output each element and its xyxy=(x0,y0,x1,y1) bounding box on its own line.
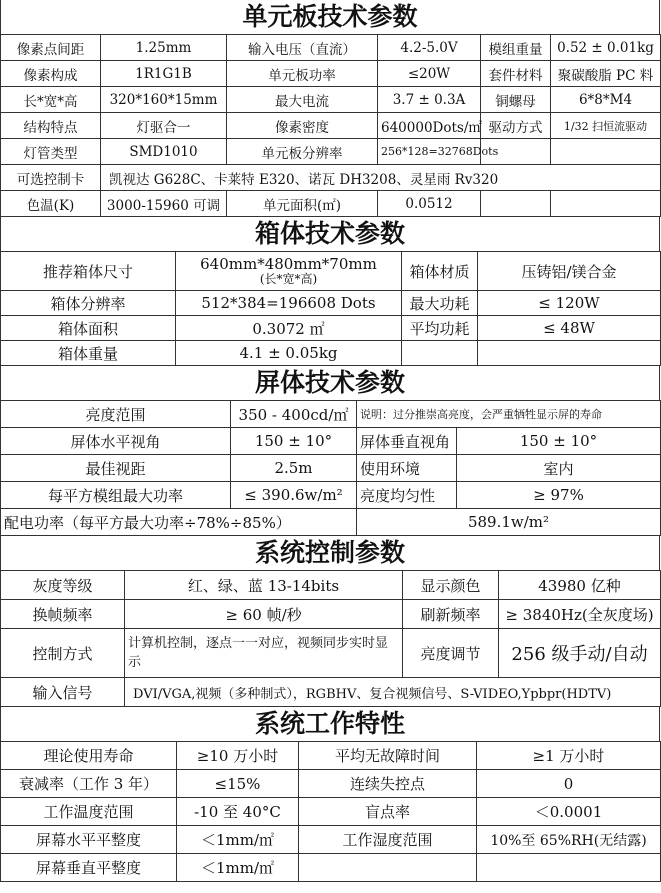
cell: 平均无故障时间 xyxy=(299,742,477,770)
cell: SMD1010 xyxy=(101,139,227,165)
working-table xyxy=(0,741,661,882)
color-temp-label: 色温(K) xyxy=(1,191,101,217)
cell: 理论使用寿命 xyxy=(1,742,177,770)
cabinet-weight-value: 4.1 ± 0.05kg xyxy=(176,341,402,366)
cabinet-material-value: 压铸铝/镁合金 xyxy=(478,252,661,291)
cell: 单元板分辨率 xyxy=(227,139,378,165)
uniformity-label: 亮度均匀性 xyxy=(357,482,457,509)
cell: 灯管类型 xyxy=(1,139,101,165)
cell: 1.25mm xyxy=(101,35,227,61)
table-row xyxy=(1,35,661,61)
cell xyxy=(299,854,477,882)
cell xyxy=(402,341,478,366)
unit-board-table xyxy=(0,34,661,217)
control-card-value: 凯视达 G628C、卡莱特 E320、诺瓦 DH3208、灵星雨 Rv320 xyxy=(101,165,661,191)
dist-power-label: 配电功率（每平方最大功率÷78%÷85%） xyxy=(1,509,357,536)
cell: 640000Dots/㎡ xyxy=(378,113,481,139)
control-table xyxy=(0,570,661,707)
cell: ＜0.0001 xyxy=(477,798,661,826)
distance-value: 2.5m xyxy=(231,455,357,482)
table-row xyxy=(1,798,661,826)
section-title-working: 系统工作特性 xyxy=(0,707,660,741)
cell: 单元板功率 xyxy=(227,61,378,87)
brightness-value: 350 - 400cd/㎡ xyxy=(231,401,357,428)
cell: 结构特点 xyxy=(1,113,101,139)
table-row xyxy=(1,455,661,482)
table-row xyxy=(1,139,661,165)
refresh-rate-label: 刷新频率 xyxy=(403,600,499,629)
cabinet-area-label: 箱体面积 xyxy=(1,316,176,341)
brightness-note: 说明：过分推崇高亮度，会严重牺牲显示屏的寿命 xyxy=(357,401,661,428)
cell: 256*128=32768Dots xyxy=(378,139,481,165)
input-signal-label: 输入信号 xyxy=(1,678,125,707)
table-row xyxy=(1,770,661,798)
table-row xyxy=(1,482,661,509)
cell: ＜1mm/㎡ xyxy=(177,854,299,882)
color-temp-value: 3000-15960 可调 xyxy=(101,191,227,217)
cell: 1/32 扫恒流驱动 xyxy=(551,113,661,139)
control-mode-value: 计算机控制，逐点一一对应，视频同步实时显示 xyxy=(125,629,403,678)
cell xyxy=(478,341,661,366)
cabinet-size-main: 640mm*480mm*70mm xyxy=(200,255,377,273)
cabinet-size-sub: (长*宽*高) xyxy=(259,272,318,286)
control-mode-label: 控制方式 xyxy=(1,629,125,678)
cell: 输入电压（直流） xyxy=(227,35,378,61)
gray-label: 灰度等级 xyxy=(1,571,125,600)
table-row xyxy=(1,61,661,87)
section-title-screen: 屏体技术参数 xyxy=(0,366,660,400)
cell: 像素密度 xyxy=(227,113,378,139)
table-row xyxy=(1,252,661,291)
table-row xyxy=(1,165,661,191)
max-power-per-sqm-value: ≤ 390.6w/m² xyxy=(231,482,357,509)
cell: 0.52 ± 0.01kg xyxy=(551,35,661,61)
env-label: 使用环境 xyxy=(357,455,457,482)
cell: 连续失控点 xyxy=(299,770,477,798)
table-row xyxy=(1,316,661,341)
v-view-value: 150 ± 10° xyxy=(457,428,661,455)
avg-power-value: ≤ 48W xyxy=(478,316,661,341)
table-row xyxy=(1,401,661,428)
frame-rate-label: 换帧频率 xyxy=(1,600,125,629)
cabinet-weight-label: 箱体重量 xyxy=(1,341,176,366)
max-power-value: ≤ 120W xyxy=(478,291,661,316)
cabinet-table xyxy=(0,251,661,366)
cell xyxy=(481,191,551,217)
display-color-value: 43980 亿种 xyxy=(499,571,661,600)
h-view-value: 150 ± 10° xyxy=(231,428,357,455)
cell: 4.2-5.0V xyxy=(378,35,481,61)
cell: 6*8*M4 xyxy=(551,87,661,113)
table-row xyxy=(1,509,661,536)
table-row xyxy=(1,826,661,854)
cell: ≤15% xyxy=(177,770,299,798)
gray-value: 红、绿、蓝 13-14bits xyxy=(125,571,403,600)
cell: 驱动方式 xyxy=(481,113,551,139)
unit-area-label: 单元面积(㎡) xyxy=(227,191,378,217)
cell: 3.7 ± 0.3A xyxy=(378,87,481,113)
cell: 盲点率 xyxy=(299,798,477,826)
max-power-per-sqm-label: 每平方模组最大功率 xyxy=(1,482,231,509)
cell: 屏幕垂直平整度 xyxy=(1,854,177,882)
cell: 屏幕水平平整度 xyxy=(1,826,177,854)
cabinet-res-label: 箱体分辨率 xyxy=(1,291,176,316)
cabinet-res-value: 512*384=196608 Dots xyxy=(176,291,402,316)
table-row xyxy=(1,113,661,139)
cabinet-material-label: 箱体材质 xyxy=(402,252,478,291)
cell: ≥10 万小时 xyxy=(177,742,299,770)
h-view-label: 屏体水平视角 xyxy=(1,428,231,455)
table-row xyxy=(1,341,661,366)
brightness-label: 亮度范围 xyxy=(1,401,231,428)
table-row xyxy=(1,629,661,678)
env-value: 室内 xyxy=(457,455,661,482)
table-row xyxy=(1,191,661,217)
cell: 铜螺母 xyxy=(481,87,551,113)
cell: 0 xyxy=(477,770,661,798)
brightness-adjust-label: 亮度调节 xyxy=(403,629,499,678)
brightness-adjust-value: 256 级手动/自动 xyxy=(499,629,661,678)
dist-power-value: 589.1w/m² xyxy=(357,509,661,536)
table-row xyxy=(1,87,661,113)
cell: 长*宽*高 xyxy=(1,87,101,113)
display-color-label: 显示颜色 xyxy=(403,571,499,600)
table-row xyxy=(1,600,661,629)
cell: 像素构成 xyxy=(1,61,101,87)
distance-label: 最佳视距 xyxy=(1,455,231,482)
cell xyxy=(551,191,661,217)
screen-table xyxy=(0,400,661,536)
cell xyxy=(477,854,661,882)
cell: 模组重量 xyxy=(481,35,551,61)
control-card-label: 可选控制卡 xyxy=(1,165,101,191)
unit-area-value: 0.0512 xyxy=(378,191,481,217)
cell: ≤20W xyxy=(378,61,481,87)
cell: 最大电流 xyxy=(227,87,378,113)
table-row xyxy=(1,291,661,316)
section-title-control: 系统控制参数 xyxy=(0,536,660,570)
table-row xyxy=(1,854,661,882)
frame-rate-value: ≥ 60 帧/秒 xyxy=(125,600,403,629)
cell: 像素点间距 xyxy=(1,35,101,61)
cell: 聚碳酸脂 PC 料 xyxy=(551,61,661,87)
cabinet-size-label: 推荐箱体尺寸 xyxy=(1,252,176,291)
table-row xyxy=(1,428,661,455)
refresh-rate-value: ≥ 3840Hz(全灰度场) xyxy=(499,600,661,629)
cell: 工作湿度范围 xyxy=(299,826,477,854)
cabinet-size-value xyxy=(176,252,402,291)
uniformity-value: ≥ 97% xyxy=(457,482,661,509)
section-title-cabinet: 箱体技术参数 xyxy=(0,217,660,251)
table-row xyxy=(1,742,661,770)
cell: ＜1mm/㎡ xyxy=(177,826,299,854)
cell xyxy=(551,139,661,165)
cabinet-area-value: 0.3072 ㎡ xyxy=(176,316,402,341)
cell: 320*160*15mm xyxy=(101,87,227,113)
cell: 1R1G1B xyxy=(101,61,227,87)
cell: ≥1 万小时 xyxy=(477,742,661,770)
cell: -10 至 40°C xyxy=(177,798,299,826)
input-signal-value: DVI/VGA,视频（多种制式），RGBHV、复合视频信号、S-VIDEO,Ypbpr(HDTV) xyxy=(125,678,661,707)
cell: 10%至 65%RH(无结露) xyxy=(477,826,661,854)
v-view-label: 屏体垂直视角 xyxy=(357,428,457,455)
avg-power-label: 平均功耗 xyxy=(402,316,478,341)
cell: 工作温度范围 xyxy=(1,798,177,826)
max-power-label: 最大功耗 xyxy=(402,291,478,316)
cell: 衰减率（工作 3 年） xyxy=(1,770,177,798)
cell: 灯驱合一 xyxy=(101,113,227,139)
table-row xyxy=(1,678,661,707)
table-row xyxy=(1,571,661,600)
section-title-unit-board: 单元板技术参数 xyxy=(0,0,660,34)
cell: 套件材料 xyxy=(481,61,551,87)
